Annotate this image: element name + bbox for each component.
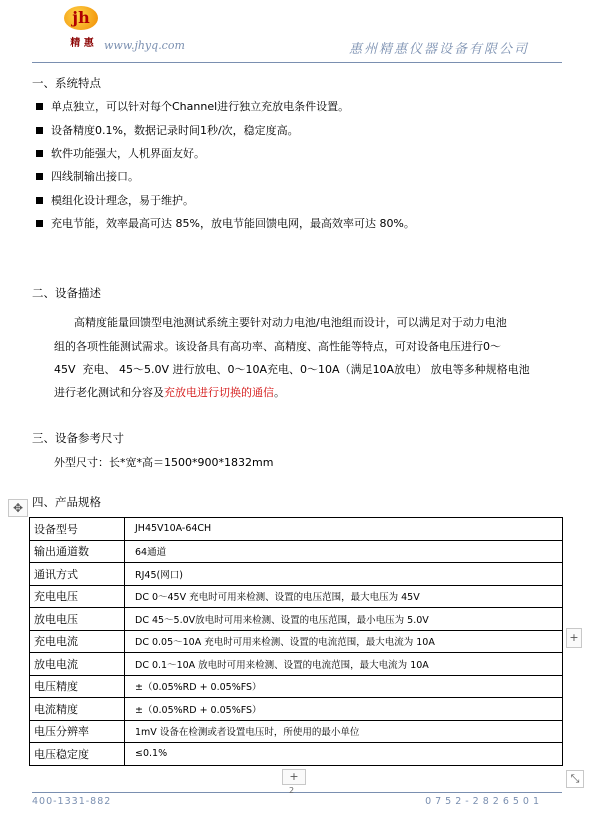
paragraph-line: 组的各项性能测试需求。该设备具有高功率、高精度、高性能等特点，可对设备电压进行0～ [54,340,501,353]
footer-phone-2: 0752-2826501 [425,796,543,807]
list-item: 软件功能强大，人机界面友好。 [36,145,205,161]
table-row [30,698,563,721]
table-row [30,585,563,608]
spec-value-cell: JH45V10A-64CH [125,518,563,541]
spec-label-cell: 电压精度 [30,675,125,698]
table-resize-icon[interactable]: ⤡ [566,770,584,788]
spec-value-cell: DC 45～5.0V放电时可用来检测、设置的电压范围，最小电压为 5.0V [125,608,563,631]
footer-phone: 400-1331-882 [32,796,112,807]
page-number: 2 [289,786,295,795]
footer-divider [32,792,562,793]
add-column-button[interactable]: + [566,628,582,648]
section-2-title: 二、设备描述 [32,286,101,300]
bullet-square-icon [36,173,43,180]
table-row [30,720,563,743]
table-row [30,518,563,541]
spec-value-cell: RJ45(网口) [125,563,563,586]
section-3-title: 三、设备参考尺寸 [32,431,124,445]
list-item: 四线制输出接口。 [36,168,139,184]
spec-label-cell: 输出通道数 [30,540,125,563]
list-item: 模组化设计理念，易于维护。 [36,192,194,208]
spec-value-cell: 64通道 [125,540,563,563]
highlighted-text: 充放电进行切换的通信 [164,386,274,399]
spec-label-cell: 充电电流 [30,630,125,653]
dimensions-line: 外型尺寸：长*宽*高＝1500*900*1832mm [54,456,274,469]
section-4-title: 四、产品规格 [32,495,101,509]
add-row-button[interactable]: + [282,769,306,785]
header-url: www.jhyq.com [104,39,185,52]
table-row [30,563,563,586]
spec-value-cell: DC 0.1～10A 放电时可用来检测、设置的电流范围，最大电流为 10A [125,653,563,676]
spec-value-cell: DC 0.05～10A 充电时可用来检测、设置的电流范围，最大电流为 10A [125,630,563,653]
bullet-square-icon [36,220,43,227]
table-row [30,540,563,563]
table-move-handle-icon[interactable]: ✥ [8,499,28,517]
list-item: 设备精度0.1%，数据记录时间1秒/次，稳定度高。 [36,122,299,138]
list-item: 充电节能，效率最高可达 85%，放电节能回馈电网，最高效率可达 80%。 [36,215,415,231]
table-row [30,608,563,631]
spec-value-cell: ±（0.05%RD + 0.05%FS） [125,675,563,698]
spec-value-cell: ≤0.1% [125,743,563,766]
paragraph-line: 进行老化测试和分容及充放电进行切换的通信。 [54,386,285,399]
spec-label-cell: 设备型号 [30,518,125,541]
list-item: 单点独立，可以针对每个Channel进行独立充放电条件设置。 [36,98,349,114]
spec-label-cell: 充电电压 [30,585,125,608]
table-row [30,675,563,698]
spec-value-cell: 1mV 设备在检测或者设置电压时，所使用的最小单位 [125,720,563,743]
table-row [30,743,563,766]
bullet-square-icon [36,150,43,157]
logo-mark: jh [64,6,98,30]
logo-text: 精 惠 [70,38,94,49]
spec-label-cell: 通讯方式 [30,563,125,586]
spec-value-cell: ±（0.05%RD + 0.05%FS） [125,698,563,721]
spec-label-cell: 电压稳定度 [30,743,125,766]
spec-label-cell: 放电电压 [30,608,125,631]
company-logo [58,6,106,49]
spec-label-cell: 放电电流 [30,653,125,676]
table-row [30,653,563,676]
bullet-square-icon [36,127,43,134]
spec-table [29,517,563,766]
header-divider [32,62,562,63]
paragraph-line: 高精度能量回馈型电池测试系统主要针对动力电池/电池组而设计，可以满足对于动力电池 [74,316,507,329]
table-row [30,630,563,653]
bullet-square-icon [36,197,43,204]
spec-label-cell: 电流精度 [30,698,125,721]
bullet-square-icon [36,103,43,110]
paragraph-line: 45V 充电、 45～5.0V 进行放电、0～10A充电、0～10A（满足10A放电） 放电等多种规格电池 [54,363,530,376]
header-company-name: 惠州精惠仪器设备有限公司 [348,42,529,57]
spec-label-cell: 电压分辨率 [30,720,125,743]
spec-value-cell: DC 0～45V 充电时可用来检测、设置的电压范围，最大电压为 45V [125,585,563,608]
section-1-title: 一、系统特点 [32,76,101,90]
